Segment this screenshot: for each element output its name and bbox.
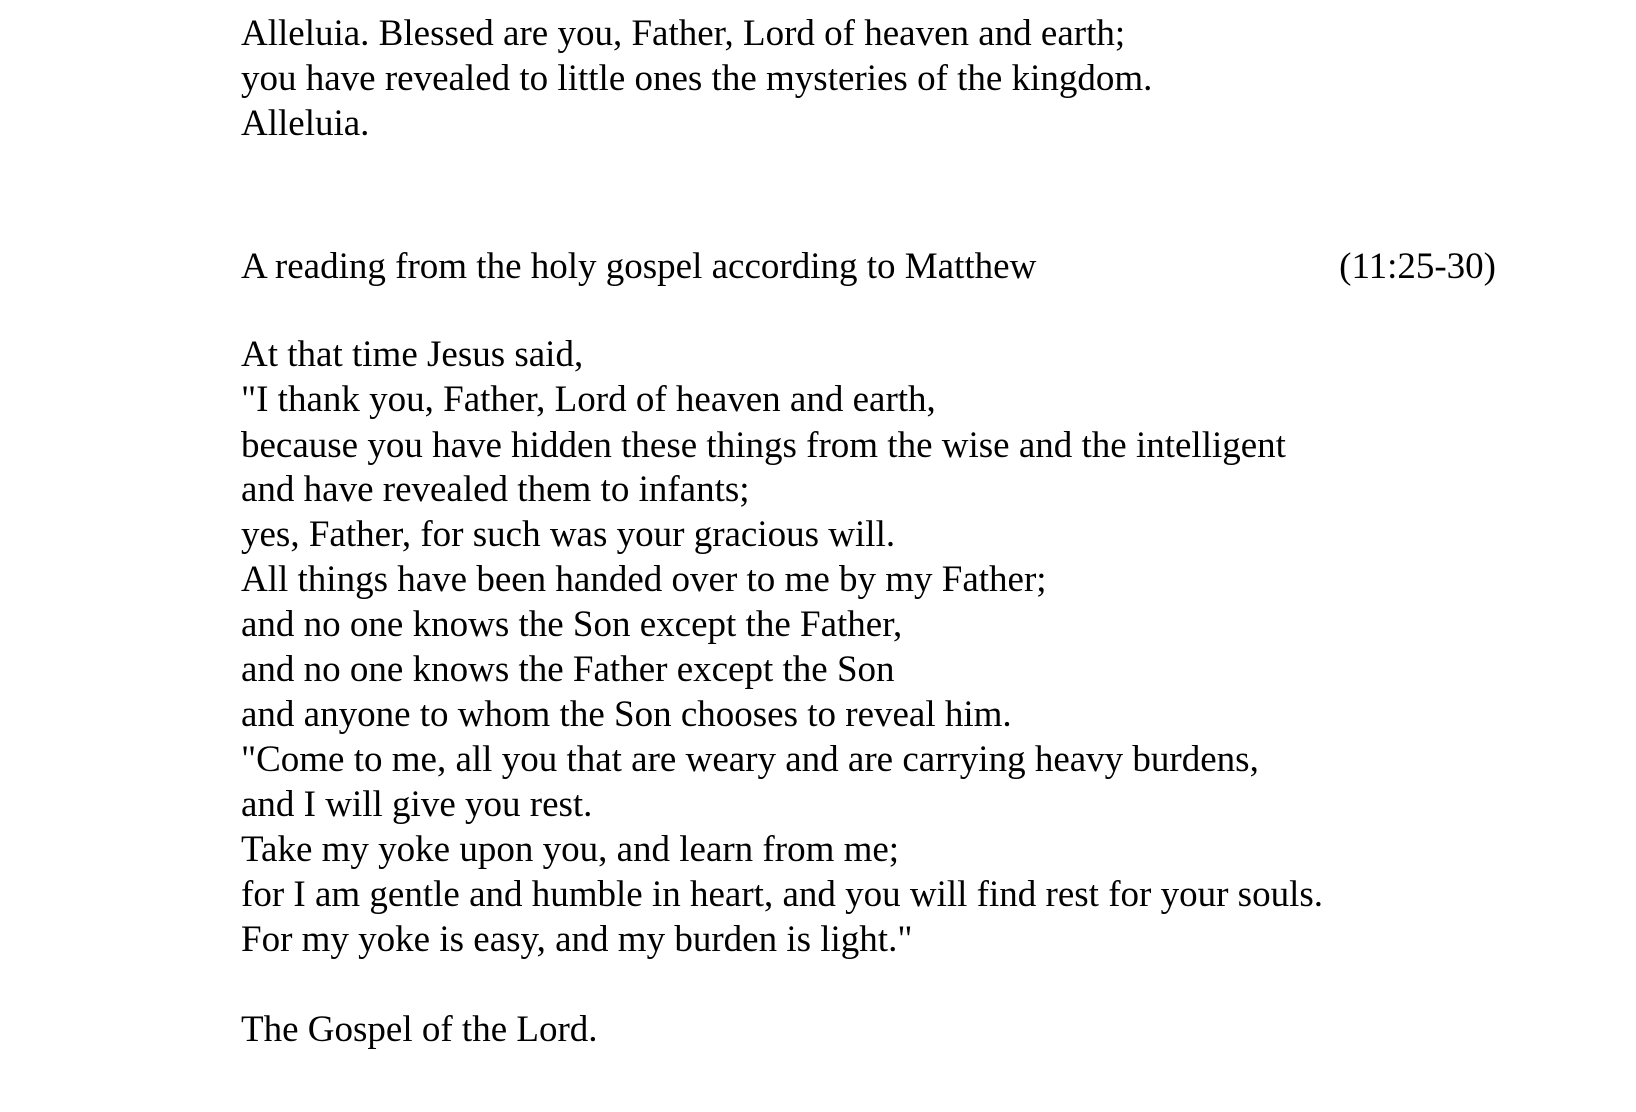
alleluia-line-2: you have revealed to little ones the mysteries of the kingdom. xyxy=(241,58,1153,99)
gospel-line: and have revealed them to infants; xyxy=(241,469,750,510)
gospel-line: and no one knows the Son except the Father, xyxy=(241,604,903,645)
gospel-line: "I thank you, Father, Lord of heaven and earth, xyxy=(241,379,936,420)
document-page xyxy=(241,0,1501,1112)
gospel-line: and no one knows the Father except the Son xyxy=(241,649,895,690)
gospel-line: because you have hidden these things from the wise and the intelligent xyxy=(241,425,1286,466)
gospel-line: yes, Father, for such was your gracious will. xyxy=(241,514,896,555)
gospel-heading-title: A reading from the holy gospel according to Matthew xyxy=(241,246,1037,287)
gospel-line: "Come to me, all you that are weary and are carrying heavy burdens, xyxy=(241,739,1259,780)
gospel-line: Take my yoke upon you, and learn from me; xyxy=(241,829,900,870)
gospel-line: All things have been handed over to me by my Father; xyxy=(241,559,1047,600)
gospel-line: and I will give you rest. xyxy=(241,784,593,825)
gospel-heading xyxy=(241,245,1496,289)
gospel-closing: The Gospel of the Lord. xyxy=(241,1009,598,1050)
gospel-heading-reference: (11:25-30) xyxy=(1339,246,1496,287)
gospel-line: for I am gentle and humble in heart, and you will find rest for your souls. xyxy=(241,874,1323,915)
gospel-line: For my yoke is easy, and my burden is light." xyxy=(241,919,913,960)
alleluia-line-3: Alleluia. xyxy=(241,103,370,144)
alleluia-line-1: Alleluia. Blessed are you, Father, Lord of heaven and earth; xyxy=(241,13,1126,54)
gospel-line: and anyone to whom the Son chooses to reveal him. xyxy=(241,694,1012,735)
gospel-line: At that time Jesus said, xyxy=(241,334,584,375)
